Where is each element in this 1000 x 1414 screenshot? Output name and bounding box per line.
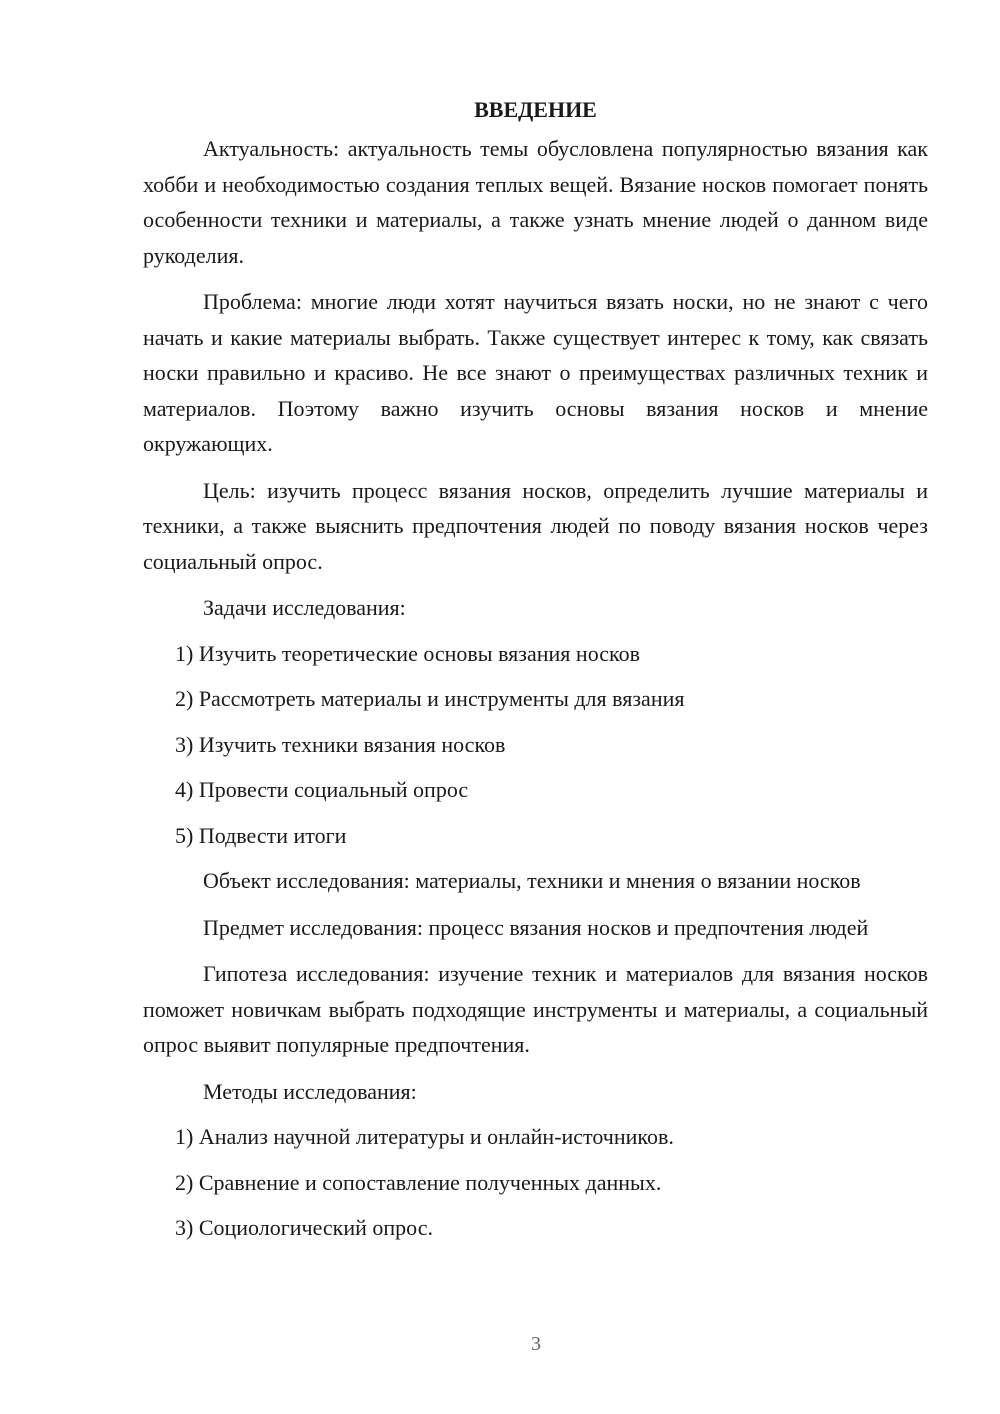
list-item: 3) Изучить техники вязания носков [175, 731, 506, 757]
paragraph-problem: Проблема: многие люди хотят научиться вязать носки, но не знают с чего начать и какие материалы выбрать. Также существует интерес к тому, как связать носки правильно и красиво. Не все знают о преимуществах различных техник и материалов. Поэтому важно изучить основы вязания носков и мнение окружающих. [143, 289, 928, 456]
list-item: 4) Провести социальный опрос [175, 777, 469, 802]
methods-list [143, 1119, 928, 1246]
methods-label: Методы исследования: [203, 1078, 417, 1104]
paragraph-object: Объект исследования: материалы, техники и мнения о вязании носков [203, 868, 861, 893]
list-item: 1) Изучить теоретические основы вязания носков [175, 640, 640, 666]
paragraph-subject: Предмет исследования: процесс вязания носков и предпочтения людей [203, 914, 869, 940]
paragraph-hypothesis: Гипотеза исследования: изучение техник и материалов для вязания носков поможет новичкам выбрать подходящие инструменты и материалы, а социальный опрос выявит популярные предпочтения. [143, 961, 928, 1057]
page-content [143, 92, 928, 1256]
paragraph-goal: Цель: изучить процесс вязания носков, определить лучшие материалы и техники, а также выяснить предпочтения людей по поводу вязания носков через социальный опрос. [143, 477, 928, 574]
tasks-label: Задачи исследования: [203, 595, 406, 620]
page-title: ВВЕДЕНИЕ [474, 97, 597, 122]
list-item: 2) Сравнение и сопоставление полученных данных. [175, 1169, 662, 1195]
paragraph-relevance: Актуальность: актуальность темы обусловлена популярностью вязания как хобби и необходимостью создания теплых вещей. Вязание носков помогает понять особенности техники и материалы, а также узнать мнение людей о данном виде рукоделия. [143, 136, 928, 268]
list-item: 3) Социологический опрос. [175, 1215, 433, 1240]
page-number: 3 [531, 1333, 541, 1355]
list-item: 2) Рассмотреть материалы и инструменты для вязания [175, 686, 685, 711]
tasks-list [143, 636, 928, 854]
list-item: 1) Анализ научной литературы и онлайн-источников. [175, 1124, 674, 1149]
list-item: 5) Подвести итоги [175, 822, 347, 848]
